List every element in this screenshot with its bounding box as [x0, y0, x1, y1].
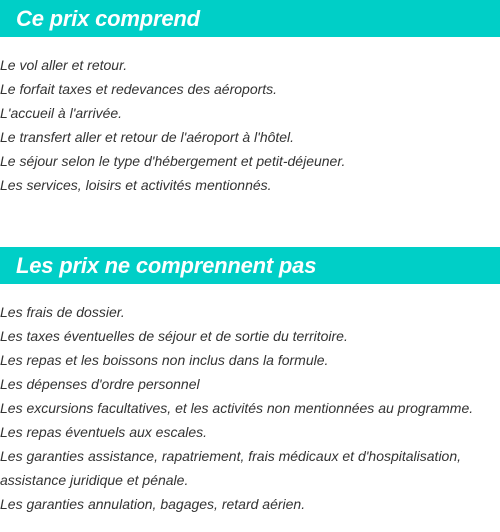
list-item: Les taxes éventuelles de séjour et de sortie du territoire.: [0, 328, 348, 344]
included-section-heading: Ce prix comprend: [0, 0, 500, 37]
list-item: Les repas et les boissons non inclus dans la formule.: [0, 352, 329, 368]
list-item: Les garanties annulation, bagages, retard aérien.: [0, 496, 306, 512]
list-item: Les dépenses d'ordre personnel: [0, 376, 200, 392]
list-item: Les excursions facultatives, et les activités non mentionnées au programme.: [0, 400, 474, 416]
list-item: Le transfert aller et retour de l'aéroport à l'hôtel.: [0, 129, 295, 145]
list-item: Le vol aller et retour.: [0, 57, 128, 73]
list-item: Le séjour selon le type d'hébergement et petit-déjeuner.: [0, 153, 346, 169]
excluded-section-heading: Les prix ne comprennent pas: [0, 247, 500, 284]
list-item: Le forfait taxes et redevances des aéroports.: [0, 81, 278, 97]
list-item: assistance juridique et pénale.: [0, 472, 189, 488]
list-item: Les frais de dossier.: [0, 304, 125, 320]
excluded-list: [0, 300, 500, 516]
list-item: Les repas éventuels aux escales.: [0, 424, 208, 440]
included-list: [0, 53, 500, 197]
list-item: Les garanties assistance, rapatriement, frais médicaux et d'hospitalisation,: [0, 448, 462, 464]
list-item: Les services, loisirs et activités mentionnés.: [0, 177, 272, 193]
list-item: L'accueil à l'arrivée.: [0, 105, 123, 121]
